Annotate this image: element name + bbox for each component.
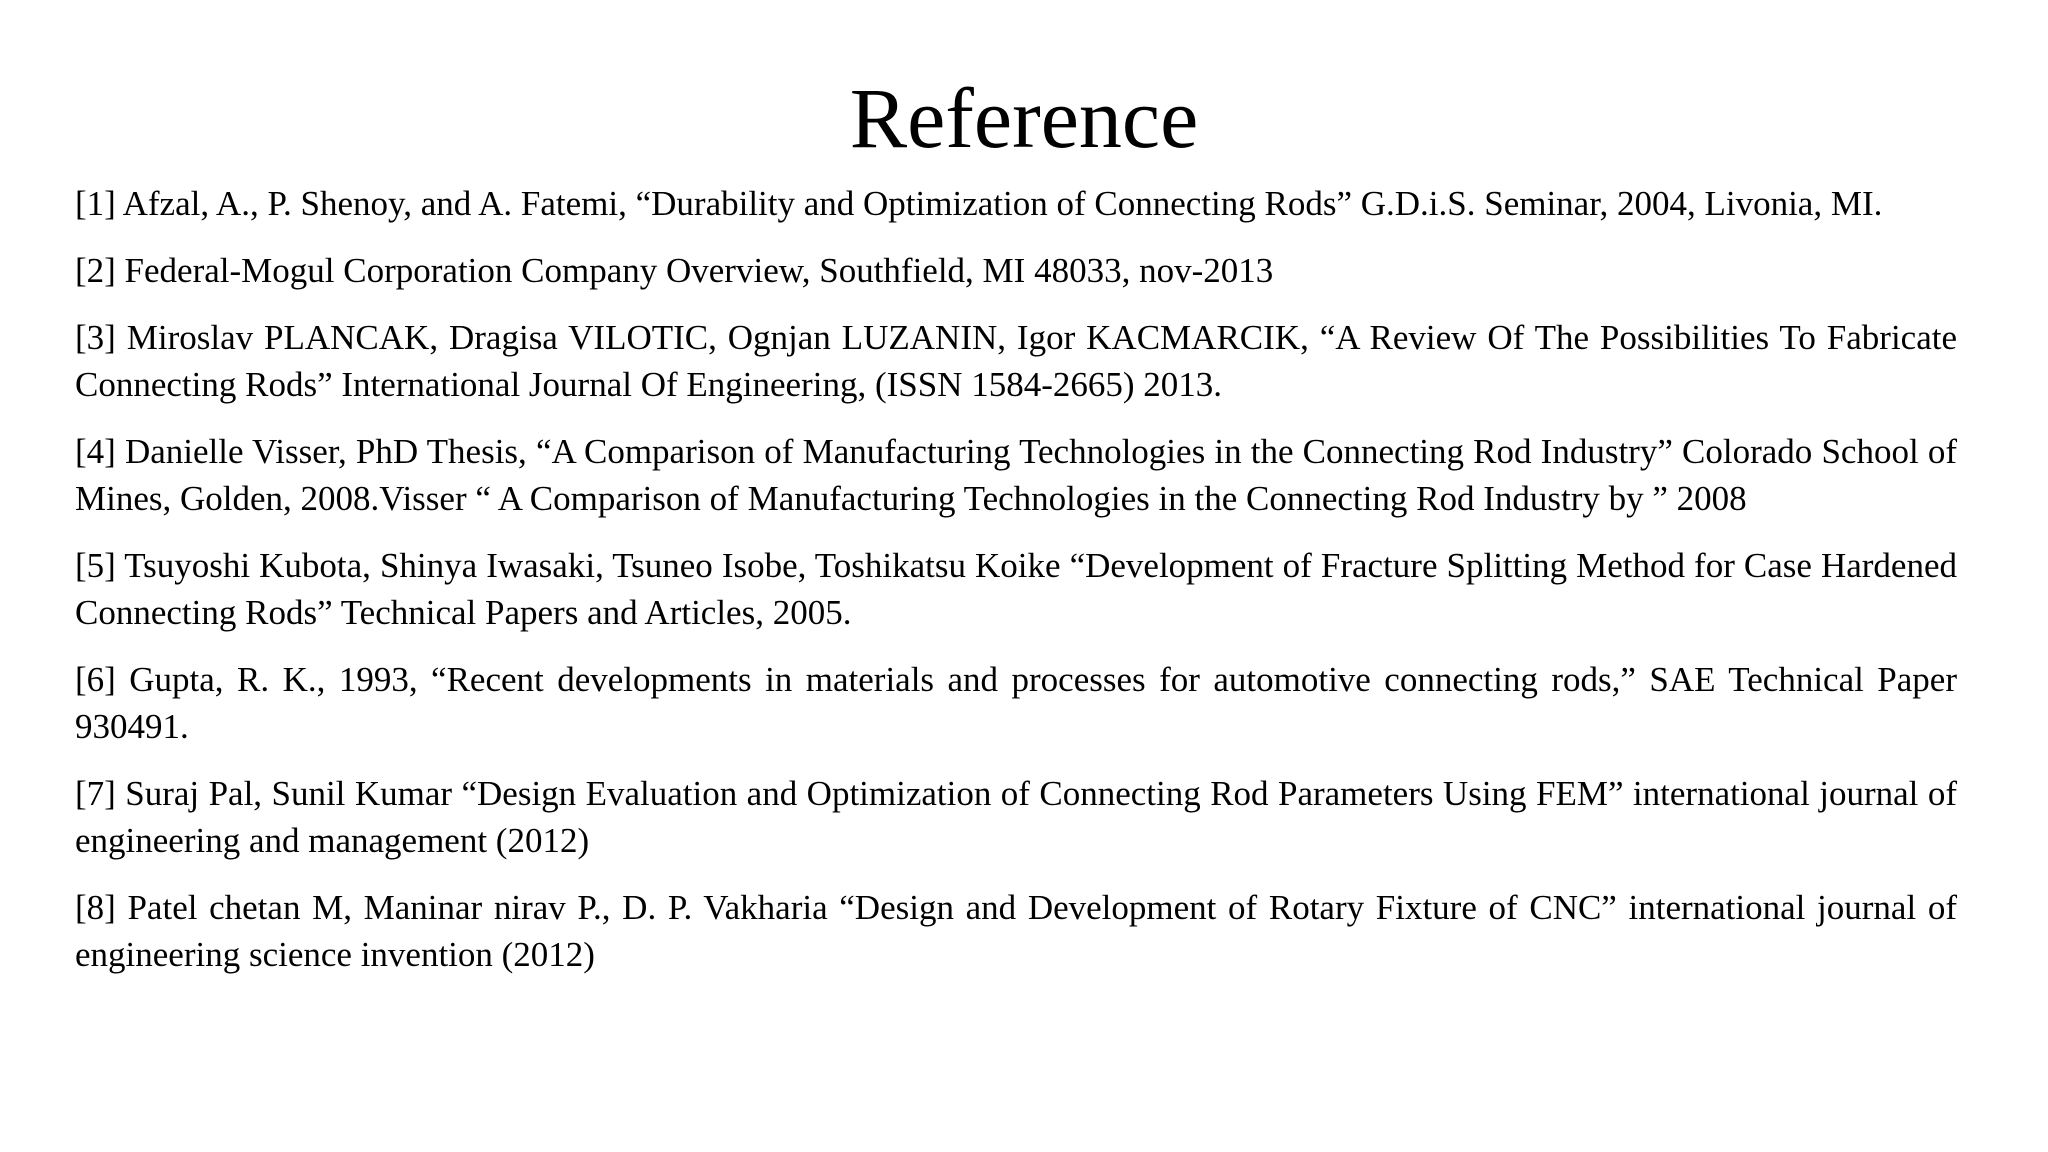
reference-item-4: [4] Danielle Visser, PhD Thesis, “A Comparison of Manufacturing Technologies in the Connecting Rod Industry” Colorado School of Mines, Golden, 2008.Visser “ A Comparison of Manufacturing Technologies in the Connecting Rod Industry by ” 2008 <box>75 432 1957 518</box>
slide-title: Reference <box>849 70 1199 166</box>
reference-list <box>75 180 1957 998</box>
reference-item-2: [2] Federal-Mogul Corporation Company Overview, Southfield, MI 48033, nov-2013 <box>75 251 1274 290</box>
reference-item-1: [1] Afzal, A., P. Shenoy, and A. Fatemi, “Durability and Optimization of Connecting Rods” G.D.i.S. Seminar, 2004, Livonia, MI. <box>75 184 1883 223</box>
reference-item-7: [7] Suraj Pal, Sunil Kumar “Design Evaluation and Optimization of Connecting Rod Parameters Using FEM” international journal of engineering and management (2012) <box>75 774 1957 860</box>
reference-item-5: [5] Tsuyoshi Kubota, Shinya Iwasaki, Tsuneo Isobe, Toshikatsu Koike “Development of Fracture Splitting Method for Case Hardened Connecting Rods” Technical Papers and Articles, 2005. <box>75 546 1957 632</box>
reference-item-3: [3] Miroslav PLANCAK, Dragisa VILOTIC, Ognjan LUZANIN, Igor KACMARCIK, “A Review Of The Possibilities To Fabricate Connecting Rods” International Journal Of Engineering, (ISSN 1584-2665) 2013. <box>75 318 1957 404</box>
reference-item-8: [8] Patel chetan M, Maninar nirav P., D. P. Vakharia “Design and Development of Rotary Fixture of CNC” international journal of engineering science invention (2012) <box>75 888 1957 974</box>
reference-item-6: [6] Gupta, R. K., 1993, “Recent developments in materials and processes for automotive connecting rods,” SAE Technical Paper 930491. <box>75 660 1957 746</box>
